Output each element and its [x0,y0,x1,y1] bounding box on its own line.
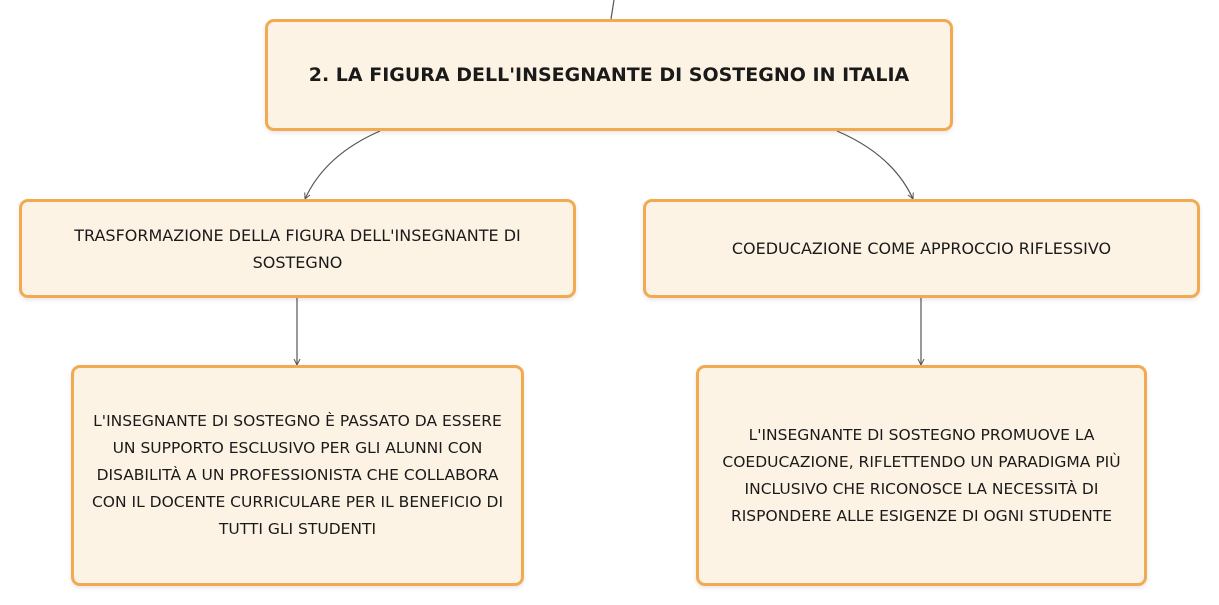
detail-text-coeducazione: L'INSEGNANTE DI SOSTEGNO PROMUOVE LA COEDUCAZIONE, RIFLETTENDO UN PARADIGMA PIÙ INCLUSIVO CHE RICONOSCE LA NECESSITÀ DI RISPONDERE ALLE ESIGENZE DI OGNI STUDENTE [722,425,1121,525]
root-topic-text: 2. LA FIGURA DELL'INSEGNANTE DI SOSTEGNO IN ITALIA [308,64,910,86]
subtopic-text-coeducazione: COEDUCAZIONE COME APPROCCIO RIFLESSIVO [731,239,1112,258]
connector-root-to-right [837,131,913,199]
subtopic-node-coeducazione[interactable] [643,199,1200,298]
connector-root-to-left [305,131,380,199]
connector-from-parent [611,0,614,19]
detail-node-coeducazione[interactable] [696,365,1147,586]
detail-node-trasformazione[interactable] [71,365,524,586]
subtopic-node-trasformazione[interactable] [19,199,576,298]
detail-text-trasformazione: L'INSEGNANTE DI SOSTEGNO È PASSATO DA ESSERE UN SUPPORTO ESCLUSIVO PER GLI ALUNNI CON DISABILITÀ A UN PROFESSIONISTA CHE COLLABORA CON IL DOCENTE CURRICULARE PER IL BENEFICIO DI TUTTI GLI STUDENTI [91,412,504,538]
subtopic-text-trasformazione: TRASFORMAZIONE DELLA FIGURA DELL'INSEGNANTE DI SOSTEGNO [74,225,521,272]
root-topic-node[interactable] [265,19,953,131]
